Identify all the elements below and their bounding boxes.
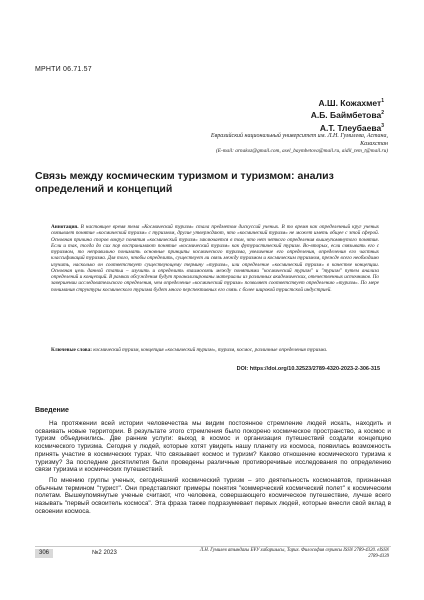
paragraph: По мнению группы ученых, сегодняшний космический туризм – это деятельность космонавтов, признанная обычным термином "турист". Они представляют примеры понятия "коммерческий космический полет" к космическим полетам. Вышеупомянутые ученые считают, что человека, совершающего космическое путешествие, лучше всего называть "первый освоитель космоса". Эта фраза также подразумевает первых людей, которые внесли свой вклад в освоении космоса. <box>35 476 391 515</box>
author-emails: (E-mail: arnakoz@gmail.com, asel_baymbetova@mail.ru, aidil_tem_t@mail.ru) <box>215 148 388 154</box>
abstract <box>51 224 379 293</box>
author-name: А.Б. Баймбетова$^2$ <box>310 110 384 121</box>
page-number: 306 <box>35 549 53 558</box>
article-title: Связь между космическим туризмом и туризмом: анализ определений и концепций <box>35 170 334 195</box>
journal-name: Л.Н. Гумилев атындағы ЕҰУ хабаршысы, Тарих. Философия сериясы ISSN 2789-4320. eISSN 2789-4339 <box>199 548 389 559</box>
section-heading: Введение <box>35 407 69 414</box>
author-name: А.Ш. Кожахмет$^1$ <box>318 97 384 108</box>
keywords <box>51 347 379 353</box>
affiliation: Евразийский национальный университет им. Л.Н. Гумилева, Астана, Казахстан <box>210 133 388 147</box>
paragraph: На протяжении всей истории человечества мы видим постоянное стремление людей искать, находить и осваивать новые территории. В результате этого стремления было покорено космическое пространство, а космос и туризм объединились. Две ранние услуги: выход в космос и организация путешествий создали концепцию космического туризма. Сегодня у людей, которые хотят увидеть нашу планету из космоса, появилась возможность принять участие в космических турах. Что связывает космос и туризм? Каково отношение космического туризма к туризму? За последние десятилетия были проведены различные противоречивые исследования по определению связи туризма и космических путешествий. <box>35 420 391 474</box>
doi-link[interactable]: DOI: https://doi.org/10.32523/2789-4320-2023-2-306-315 <box>236 366 380 372</box>
keywords-text: космический туризм, концепция «космический туризм», туризм, космос, различные определения туризма. <box>93 347 328 353</box>
issue-number: №2 2023 <box>92 550 117 556</box>
abstract-text: В настоящее время тема «Космический туризм» стала предметом дискуссий ученых. В то время как определенный круг ученых связывает понятие «космический туризм» с туризмом, другие утверждают, что «космический туризм» не может иметь общее с этой сферой. Основная причина споров вокруг понятия «космический туризм» заключается в том, что нет четкого определения вышеупомянутого понятия. Если и так, тогда до сих пор воспринимают понятие «космический туризм» как футуристический туризм. Во-вторых, если связывать его с туризмом, то неправильно понимать основные принципы космического туризма, увеличение его определения, определения его частных классификаций туризма. Для того, чтобы определить, существует ли связь между туризмом и космическим туризмом, прежде всего необходимо изучить, насколько он соответствует существующему термину «туризм», или определение «космический туризм» в качестве концепции. Основная цель данной статьи – изучить и определить взаимосвязь между понятиями "космический туризм" и "туризм" путем анализа определений и концепций. В рамках обсуждения будут проанализированы материалы из различных академических, отечественных источников. По завершении исследовательского определения, чем определение «космический туризм» позволяет соответствует определению «туризм». По мере понимания структуры космического туризма будет много перспективных его связь с более широкой туристской индустрией. <box>51 224 379 293</box>
mrnti-code: МРНТИ 06.71.57 <box>35 66 92 73</box>
author-name: А.Т. Тлеубаева$^3$ <box>319 122 384 133</box>
author-list <box>164 96 384 133</box>
abstract-label: Аннотация. <box>51 224 79 230</box>
footer-divider <box>35 546 391 547</box>
body-text <box>35 420 391 515</box>
keywords-label: Ключевые слова: <box>51 347 92 353</box>
